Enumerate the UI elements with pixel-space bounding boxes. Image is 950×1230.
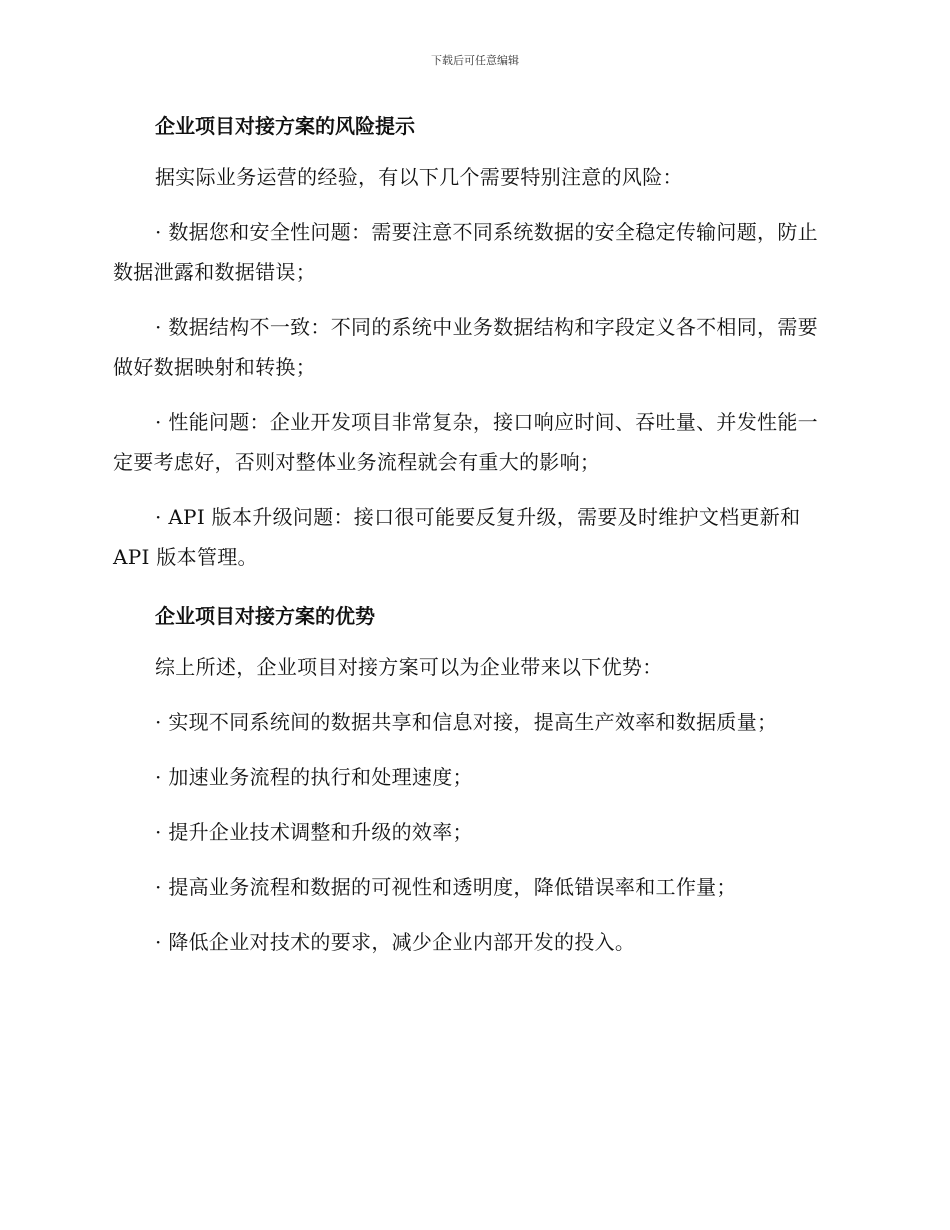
risk-item-data-security: · 数据您和安全性问题：需要注意不同系统数据的安全稳定传输问题，防止数据泄露和数据错误； <box>113 220 818 284</box>
risk-section-intro: 据实际业务运营的经验，有以下几个需要特别注意的风险： <box>155 165 683 189</box>
advantage-item-data-sharing: · 实现不同系统间的数据共享和信息对接，提高生产效率和数据质量； <box>155 710 778 734</box>
risk-item-performance: · 性能问题：企业开发项目非常复杂，接口响应时间、吞吐量、并发性能一定要考虑好，否则对整体业务流程就会有重大的影响； <box>113 410 818 474</box>
risk-section-title: 企业项目对接方案的风险提示 <box>155 114 415 138</box>
advantage-section-title: 企业项目对接方案的优势 <box>155 604 375 628</box>
advantage-item-process-speed: · 加速业务流程的执行和处理速度； <box>155 765 473 789</box>
advantage-item-lower-requirements: · 降低企业对技术的要求，减少企业内部开发的投入。 <box>155 930 636 954</box>
document-body <box>113 110 838 962</box>
advantage-section-intro: 综上所述，企业项目对接方案可以为企业带来以下优势： <box>155 655 663 679</box>
risk-item-api-version: · API 版本升级问题：接口很可能要反复升级，需要及时维护文档更新和 API 版本管理。 <box>113 505 801 569</box>
advantage-item-visibility: · 提高业务流程和数据的可视性和透明度，降低错误率和工作量； <box>155 875 737 899</box>
advantage-item-tech-efficiency: · 提升企业技术调整和升级的效率； <box>155 820 473 844</box>
risk-item-data-structure: · 数据结构不一致：不同的系统中业务数据结构和字段定义各不相同，需要做好数据映射和转换； <box>113 315 818 379</box>
page-header-watermark: 下载后可任意编辑 <box>431 54 519 67</box>
